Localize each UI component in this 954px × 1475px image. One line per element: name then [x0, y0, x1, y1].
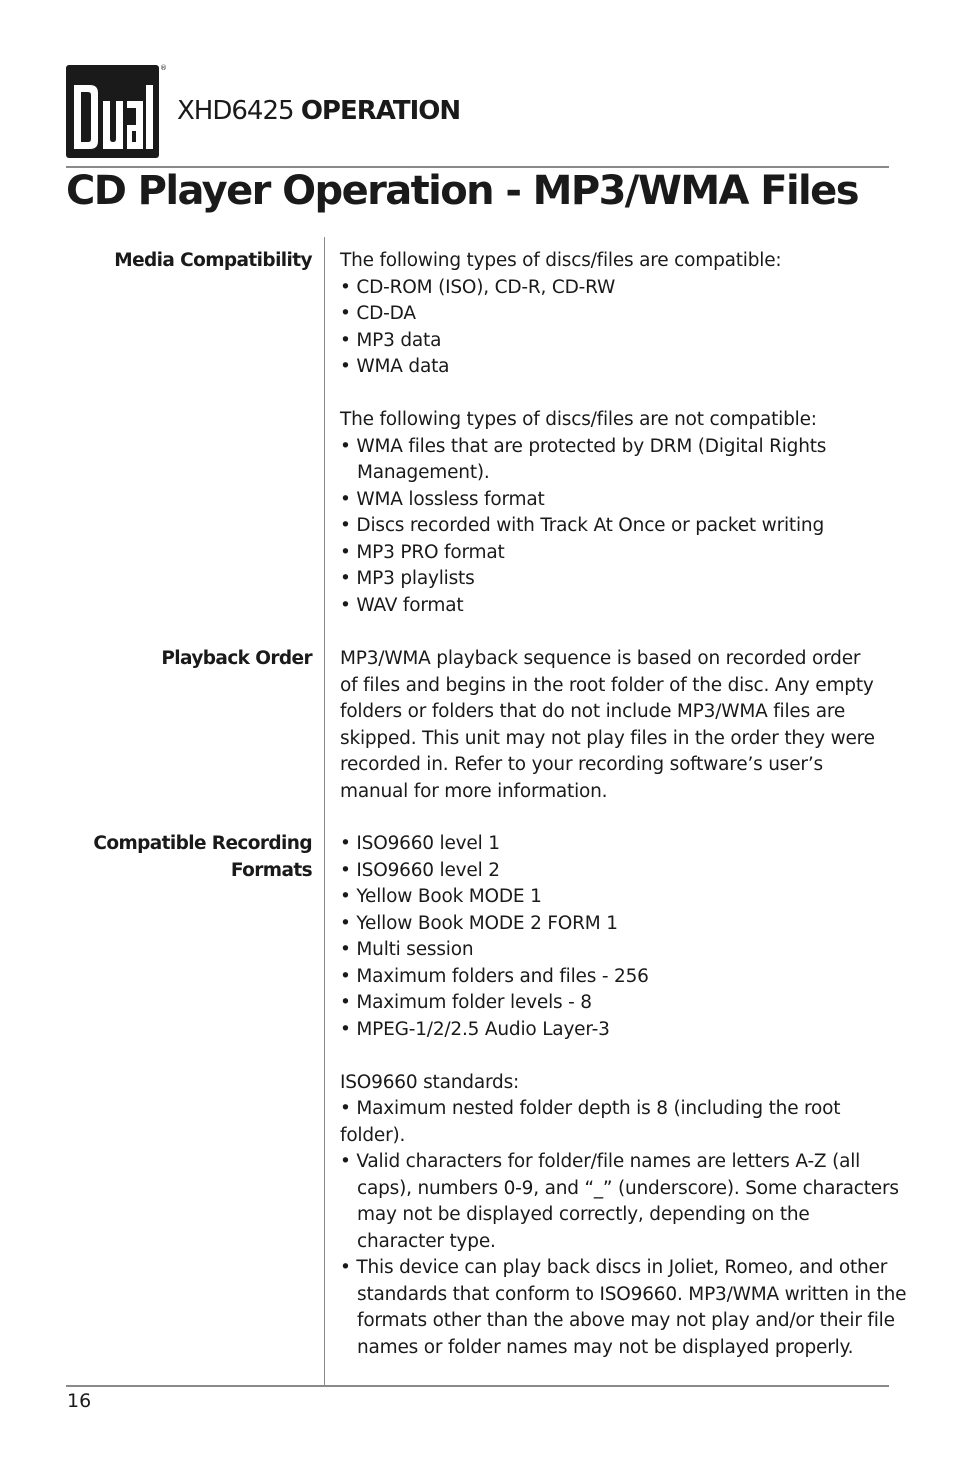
model-number: XHD6425: [177, 96, 294, 126]
paragraph-line: manual for more information.: [340, 780, 608, 802]
dual-logo-mark: [66, 65, 159, 158]
media-compatibility-content: [340, 248, 910, 619]
paragraph-line: of files and begins in the root folder of the disc. Any empty: [340, 674, 874, 696]
list-item: • CD-DA: [340, 301, 910, 328]
column-divider: [324, 237, 325, 1386]
compatible-intro: The following types of discs/files are compatible:: [340, 250, 782, 271]
section-name: OPERATION: [300, 96, 461, 126]
list-item: • Maximum folder levels - 8: [340, 990, 910, 1017]
list-item: • ISO9660 level 1: [340, 831, 910, 858]
label-media-compatibility: Media Compatibility: [114, 250, 312, 271]
label-line: Formats: [230, 859, 312, 881]
label-playback-order: Playback Order: [161, 648, 312, 669]
list-item: • CD-ROM (ISO), CD-R, CD-RW: [340, 275, 910, 302]
list-item: • Yellow Book MODE 1: [340, 884, 910, 911]
list-item: • ISO9660 level 2: [340, 858, 910, 885]
list-item: • Valid characters for folder/file names are letters A-Z (all caps), numbers 0-9, and “_” (underscore). Some characters may not be displayed correctly, depending on the character type.: [340, 1149, 902, 1255]
playback-order-content: [340, 646, 910, 805]
list-item: • WMA data: [340, 354, 910, 381]
label-line: Compatible Recording: [93, 833, 312, 854]
list-item: • MP3 PRO format: [340, 540, 910, 567]
list-item: • Maximum nested folder depth is 8 (including the root folder).: [340, 1096, 845, 1149]
registered-mark: ®: [160, 64, 167, 72]
section-heading: [177, 96, 460, 126]
label-compatible-recording-formats: [52, 831, 312, 884]
paragraph-line: MP3/WMA playback sequence is based on recorded order: [340, 648, 861, 669]
incompatible-intro: The following types of discs/files are not compatible:: [340, 409, 817, 430]
list-item: • Maximum folders and files - 256: [340, 964, 910, 991]
standards-intro: ISO9660 standards:: [340, 1071, 520, 1093]
list-item: • Discs recorded with Track At Once or packet writing: [340, 513, 910, 540]
list-item: • Yellow Book MODE 2 FORM 1: [340, 911, 910, 938]
list-item: • MP3 playlists: [340, 566, 910, 593]
list-item: • WAV format: [340, 593, 910, 620]
paragraph-line: skipped. This unit may not play files in the order they were: [340, 727, 875, 749]
dual-logo: [66, 65, 159, 158]
list-item: • This device can play back discs in Joliet, Romeo, and other standards that conform to ISO9660. MP3/WMA written in the formats other than the above may not play and/or their file names or folder names may not be displayed properly.: [340, 1255, 925, 1361]
list-item: • WMA lossless format: [340, 487, 910, 514]
list-item: • WMA files that are protected by DRM (Digital Rights Management).: [340, 434, 847, 487]
bottom-divider: [66, 1385, 889, 1387]
list-item: • MPEG-1/2/2.5 Audio Layer-3: [340, 1017, 910, 1044]
list-item: • MP3 data: [340, 328, 910, 355]
page-number: 16: [67, 1390, 92, 1412]
paragraph-line: recorded in. Refer to your recording software’s user’s: [340, 754, 823, 775]
paragraph-line: folders or folders that do not include MP3/WMA files are: [340, 701, 846, 722]
page-title: CD Player Operation - MP3/WMA Files: [66, 168, 858, 214]
recording-formats-content: [340, 831, 910, 1361]
list-item: • Multi session: [340, 937, 910, 964]
